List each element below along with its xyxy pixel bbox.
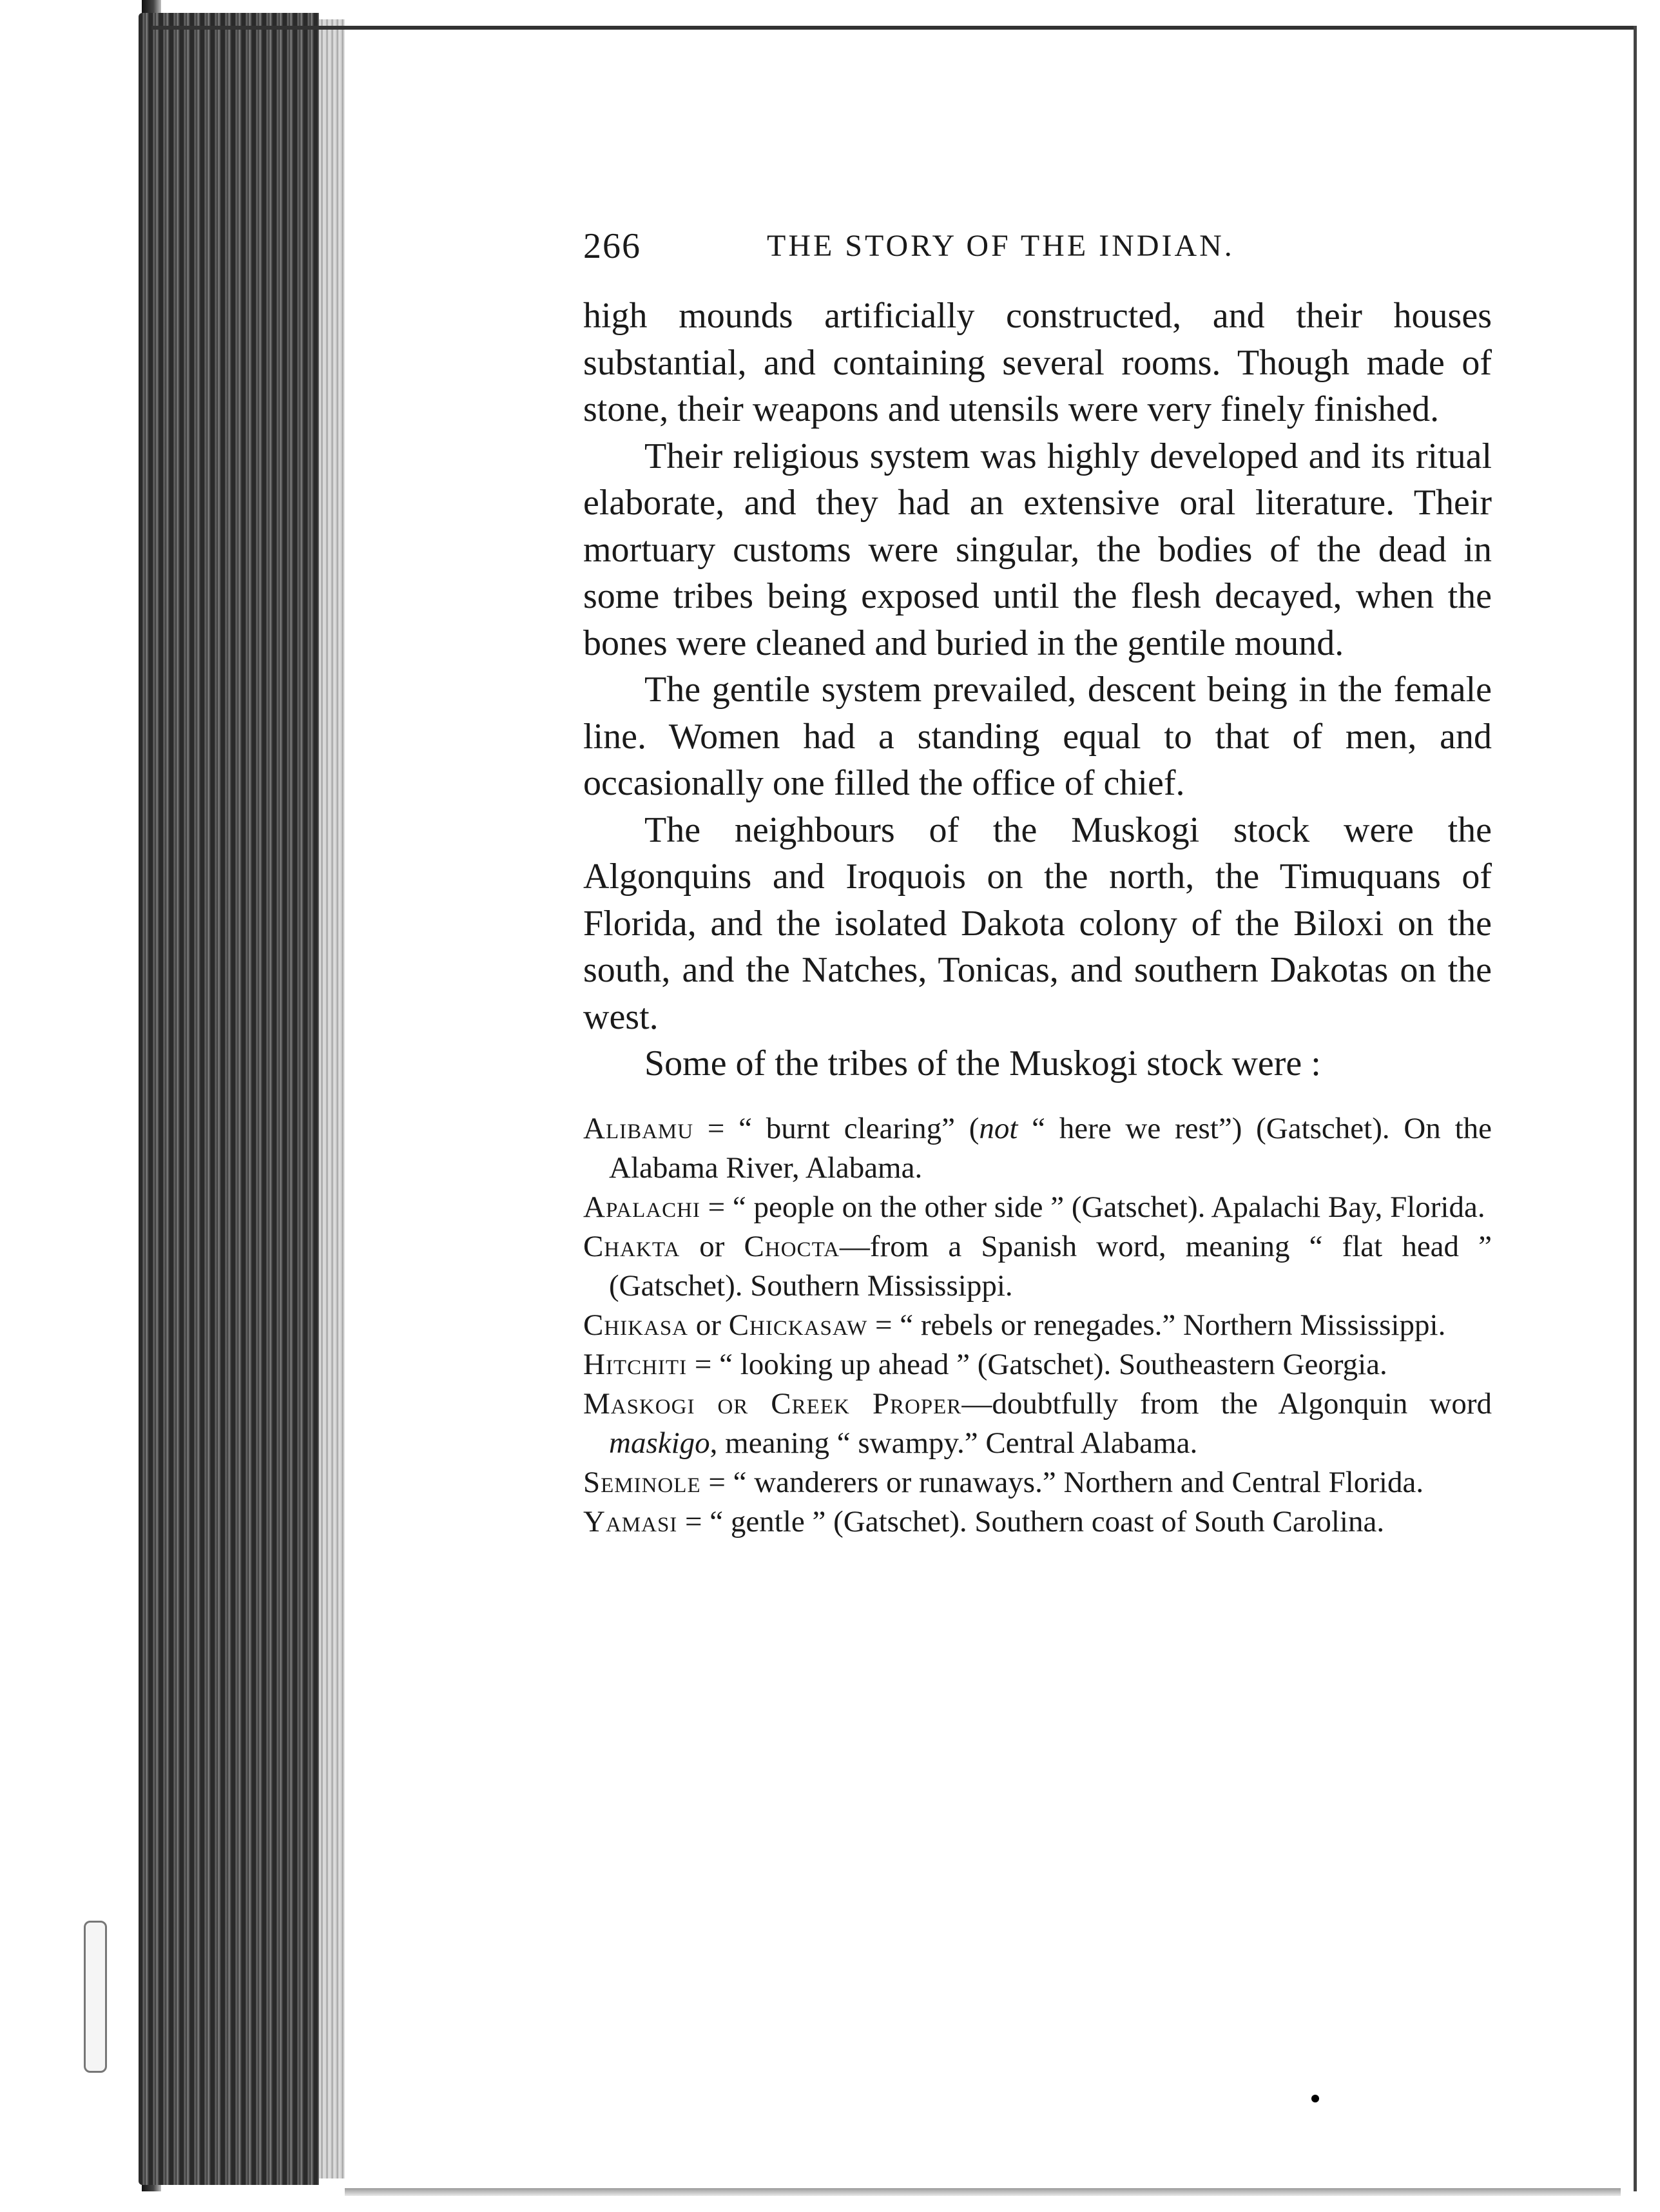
tribe-name: Apalachi [583, 1190, 700, 1224]
paragraph: Their religious system was highly developed and its ritual elaborate, and they had an extensive oral literature. Their mortuary customs were singular, the bodies of the dead in some tribes being exposed until the flesh decayed, when the bones were cleaned and buried in the gentile mound. [583, 436, 1492, 663]
tribe-name: Alibamu [583, 1111, 694, 1145]
page-top-border [151, 26, 1634, 30]
tribe-name: Yamasi [583, 1504, 678, 1538]
tribe-description: —from a Spanish word, meaning “ flat head ” (Gatschet). Southern Mississippi. [609, 1229, 1492, 1303]
paragraph: The neighbours of the Muskogi stock were the Algonquins and Iroquois on the north, the Timuquans of Florida, and the isolated Dakota colony of the Biloxi on the south, and the Natches, Tonicas, and southern Dakotas on the west. [583, 810, 1492, 1037]
tribe-name-connector: or [688, 1308, 729, 1342]
tribe-list [583, 1109, 1492, 1542]
tribe-entry [583, 1345, 1492, 1384]
page-stack-edge [139, 13, 319, 2185]
tribe-description: = “ looking up ahead ” (Gatschet). Southeastern Georgia. [687, 1347, 1387, 1381]
page-number: 266 [583, 226, 641, 266]
paragraph: The gentile system prevailed, descent being in the female line. Women had a standing equal to that of men, and occasionally one filled the office of chief. [583, 670, 1492, 803]
tribe-description: = “ people on the other side ” (Gatschet). Apalachi Bay, Florida. [700, 1190, 1485, 1224]
tribe-description-italic: maskigo [609, 1426, 710, 1460]
tribe-description-italic: not [979, 1111, 1018, 1145]
tribe-description: = “ gentle ” (Gatschet). Southern coast of South Carolina. [677, 1504, 1385, 1538]
tribe-name: Chakta [583, 1229, 680, 1263]
page-stack-light-edge [319, 19, 345, 2178]
tribe-entry [583, 1188, 1492, 1227]
tribe-name-connector: or [680, 1229, 744, 1263]
bookmark-tab [84, 1921, 107, 2073]
tribe-entry [583, 1463, 1492, 1502]
tribe-name-alt: Chocta [744, 1229, 840, 1263]
running-head-title: THE STORY OF THE INDIAN. [767, 229, 1235, 263]
tribe-name: Seminole [583, 1465, 701, 1499]
tribe-entry [583, 1109, 1492, 1188]
tribe-entry [583, 1227, 1492, 1306]
ink-speck [1311, 2095, 1319, 2102]
tribe-description: = “ burnt clearing” ( [693, 1111, 980, 1145]
tribe-description: = “ wanderers or runaways.” Northern and Central Florida. [700, 1465, 1424, 1499]
tribe-name: Chikasa [583, 1308, 689, 1342]
tribe-description: = “ rebels or renegades.” Northern Mississippi. [867, 1308, 1446, 1342]
tribe-description: —doubtfully from the Algonquin word [961, 1386, 1492, 1421]
tribe-description: , meaning “ swampy.” Central Alabama. [709, 1426, 1198, 1460]
paragraph: Some of the tribes of the Muskogi stock were : [644, 1043, 1321, 1083]
body-text [583, 293, 1492, 1087]
book-page [583, 226, 1492, 1542]
running-head [583, 226, 1492, 277]
book-spine-edge [0, 0, 361, 2212]
tribe-entry [583, 1502, 1492, 1542]
paragraph: high mounds artificially constructed, and their houses substantial, and containing several rooms. Though made of stone, their weapons and utensils were very finely finished. [583, 296, 1492, 429]
tribe-name-alt: Chickasaw [728, 1308, 868, 1342]
tribe-name: Maskogi or Creek Proper [583, 1386, 962, 1421]
tribe-name: Hitchiti [583, 1347, 688, 1381]
tribe-entry [583, 1384, 1492, 1463]
tribe-description: “ here we rest”) (Gatschet). On the Alabama River, Alabama. [609, 1111, 1492, 1185]
tribe-entry [583, 1306, 1492, 1345]
page-bottom-border [345, 2188, 1621, 2196]
page-right-border [1634, 26, 1637, 2191]
